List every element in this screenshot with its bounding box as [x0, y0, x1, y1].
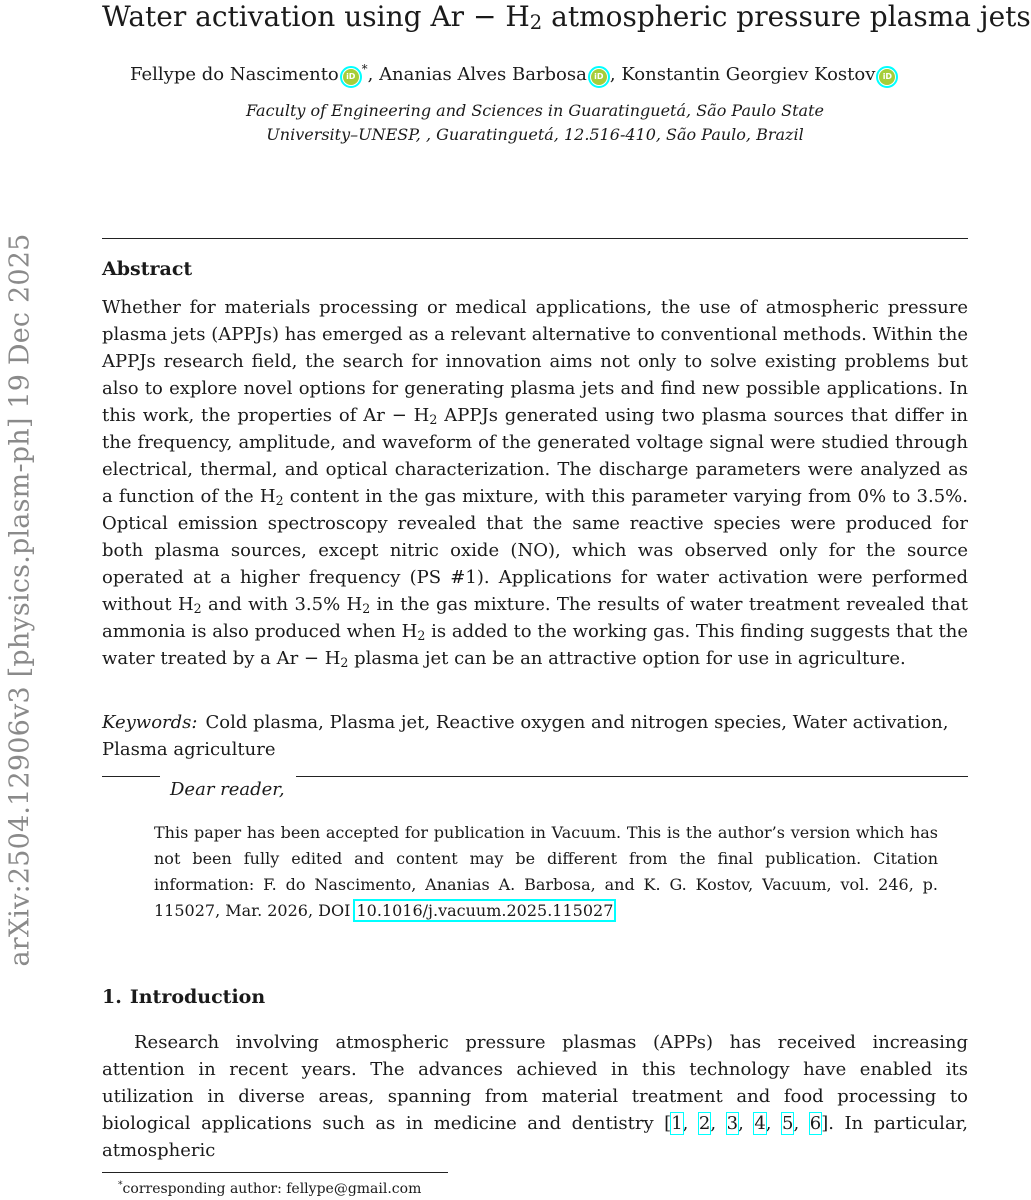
affiliation-line: University–UNESP, , Guaratinguetá, 12.516-410, São Paulo, Brazil: [266, 125, 804, 144]
notice-rule-left: [102, 776, 160, 777]
abstract-top-rule: [102, 238, 968, 239]
author-name: Ananias Alves Barbosa: [379, 64, 587, 85]
orcid-icon[interactable]: iD: [879, 69, 895, 85]
citation-link[interactable]: 3: [726, 1113, 739, 1134]
author-name: Konstantin Georgiev Kostov: [621, 64, 876, 85]
doi-link[interactable]: 10.1016/j.vacuum.2025.115027: [356, 901, 614, 920]
notice-rule-right: [296, 776, 968, 777]
keywords: [102, 709, 968, 763]
arxiv-stamp: [0, 180, 40, 1020]
notice-greeting: Dear reader,: [170, 779, 285, 800]
citation-link[interactable]: 2: [698, 1113, 711, 1134]
paper-title: Water activation using $Ar - H_2$ atmospheric pressure plasma jets: [102, 0, 1031, 34]
publication-notice: This paper has been accepted for publication in Vacuum. This is the author’s version which has not been fully edited and content may be different from the final publication. Citation information: F. do Nascimento, Ananias A. Barbosa, and K. G. Kostov, Vacuum, vol. 246, p. 115027, Mar. 2026, DOI 10.1016/j.vacuum.2025.115027: [154, 823, 938, 920]
author-list: Fellype do Nascimento iD*, Ananias Alves Barbosa iD , Konstantin Georgiev Kostov iD: [130, 62, 898, 88]
footnote: *corresponding author: fellype@gmail.com: [118, 1180, 422, 1197]
footnote-rule: [102, 1172, 448, 1173]
citation-link[interactable]: 1: [671, 1113, 683, 1134]
orcid-icon[interactable]: iD: [591, 69, 607, 85]
abstract-text: Whether for materials processing or medical applications, the use of atmospheric pressure plasma jets (APPJs) has emerged as a relevant alternative to conventional methods. Within the APPJs research field, the search for innovation aims not only to solve existing problems but also to explore novel options for generating plasma jets and find new possible applications. In this work, the properties of $Ar - H_2$ APPJs generated using two plasma sources that differ in the frequency, amplitude, and waveform of the generated voltage signal were studied through electrical, thermal, and optical characterization. The discharge parameters were analyzed as a function of the $H_2$ content in the gas mixture, with this parameter varying from 0% to 3.5%. Optical emission spectroscopy revealed that the same reactive species were produced for both plasma sources, except nitric oxide (NO), which was observed only for the source operated at a higher frequency (PS #1). Applications for water activation were performed without $H_2$ and with 3.5% $H_2$ in the gas mixture. The results of water treatment revealed that ammonia is also produced when $H_2$ is added to the working gas. This finding suggests that the water treated by a $Ar - H_2$ plasma jet can be an attractive option for use in agriculture.: [102, 297, 968, 670]
introduction-text: Research involving atmospheric pressure plasmas (APPs) has received increasing attention in recent years. The advances achieved in this technology have enabled its utilization in diverse areas, spanning from material treatment and food processing to biological applications such as in medicine and dentistry [1, 2, 3, 4, 5, 6]. In particular, atmospheric: [102, 1032, 969, 1161]
keywords-label: Keywords:: [102, 712, 198, 733]
citation-link[interactable]: 4: [754, 1113, 766, 1134]
author-name: Fellype do Nascimento: [130, 64, 339, 85]
arxiv-identifier: arXiv:2504.12906v3 [physics.plasm-ph] 19 Dec 2025: [4, 233, 36, 967]
abstract-heading: Abstract: [102, 258, 193, 280]
corresponding-mark: *: [361, 62, 368, 76]
affiliation: [102, 99, 968, 147]
section-heading: 1. Introduction: [102, 986, 266, 1008]
citation-link[interactable]: 5: [782, 1113, 794, 1134]
keywords-text: Cold plasma, Plasma jet, Reactive oxygen and nitrogen species, Water activation, Plasma agriculture: [102, 712, 949, 760]
affiliation-line: Faculty of Engineering and Sciences in Guaratinguetá, São Paulo State: [246, 101, 824, 120]
citation-link[interactable]: 6: [809, 1113, 822, 1134]
orcid-icon[interactable]: iD: [343, 69, 359, 85]
